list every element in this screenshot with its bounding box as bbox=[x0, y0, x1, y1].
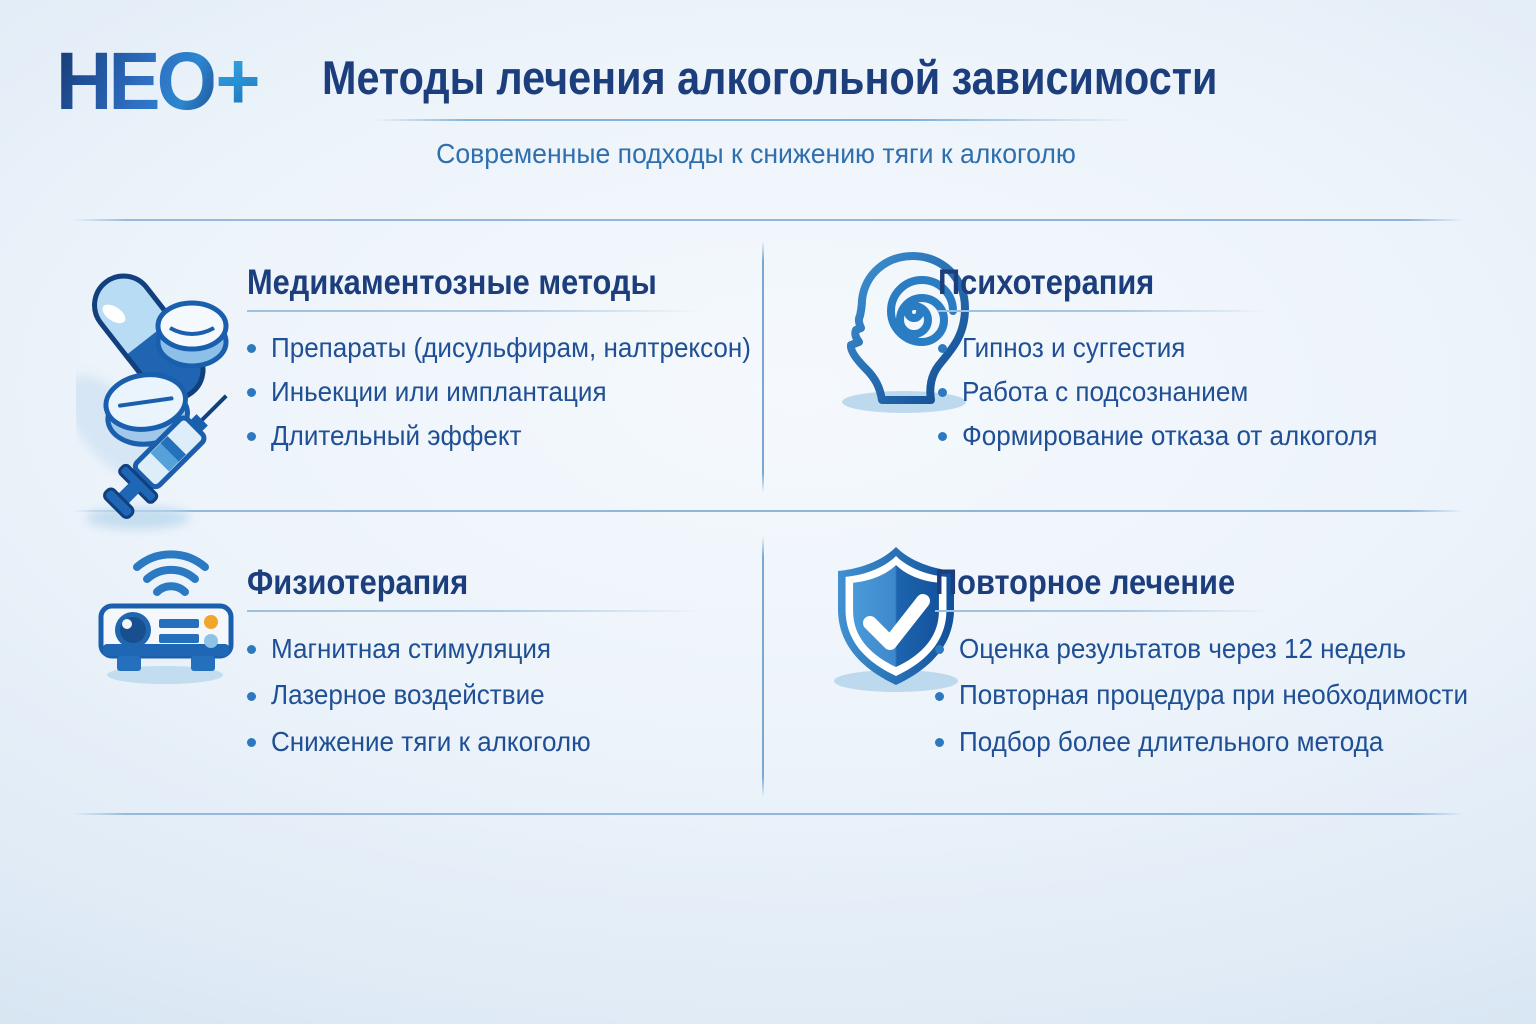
logo-plus-icon: + bbox=[215, 36, 258, 127]
bullet-list bbox=[247, 626, 702, 766]
bullet-dot bbox=[247, 692, 256, 701]
bullet-list bbox=[938, 326, 1409, 458]
bullet-text: Оценка результатов через 12 недель bbox=[959, 632, 1407, 664]
section-medication bbox=[72, 240, 762, 510]
horizontal-divider-top bbox=[72, 219, 1464, 221]
bullet-text: Гипноз и суггестия bbox=[962, 331, 1186, 363]
bullet-text: Магнитная стимуляция bbox=[271, 632, 552, 664]
pills-syringe-icon bbox=[76, 256, 238, 549]
bullet-dot bbox=[935, 645, 944, 654]
bullet-text: Длительный эффект bbox=[271, 419, 522, 451]
bullet-text: Повторная процедура при необходимости bbox=[959, 679, 1469, 711]
bullet-item bbox=[935, 719, 1506, 766]
section-title: Повторное лечение bbox=[935, 563, 1236, 602]
section-title: Психотерапия bbox=[938, 263, 1155, 302]
logo-text: НЕО bbox=[56, 36, 214, 127]
bullet-item bbox=[935, 626, 1506, 673]
neo-plus-logo bbox=[56, 36, 258, 127]
bullet-dot bbox=[935, 692, 944, 701]
bullet-item bbox=[938, 326, 1409, 370]
bullet-dot bbox=[247, 645, 256, 654]
page-title: Методы лечения алкогольной зависимости bbox=[322, 51, 1218, 104]
bullet-dot bbox=[938, 432, 947, 441]
bullet-dot bbox=[938, 388, 947, 397]
bullet-text: Иньекции или имплантация bbox=[271, 375, 607, 407]
bullet-list bbox=[935, 626, 1506, 766]
page-subtitle: Современные подходы к снижению тяги к алкоголю bbox=[436, 138, 1076, 169]
section-repeat-treatment bbox=[763, 535, 1469, 813]
section-title: Физиотерапия bbox=[247, 563, 469, 602]
section-physiotherapy bbox=[72, 535, 762, 813]
title-divider bbox=[375, 119, 1137, 121]
horizontal-divider-bottom bbox=[72, 813, 1464, 815]
bullet-item bbox=[247, 719, 702, 766]
bullet-text: Препараты (дисульфирам, налтрексон) bbox=[271, 331, 751, 363]
bullet-dot bbox=[247, 738, 256, 747]
bullet-dot bbox=[247, 388, 256, 397]
section-divider bbox=[247, 610, 702, 612]
bullet-item bbox=[247, 326, 787, 370]
bullet-item bbox=[938, 370, 1409, 414]
section-psychotherapy bbox=[763, 240, 1463, 510]
bullet-text: Формирование отказа от алкоголя bbox=[962, 419, 1378, 451]
physio-device-icon bbox=[93, 546, 243, 691]
bullet-item bbox=[247, 414, 787, 458]
section-title: Медикаментозные методы bbox=[247, 263, 657, 302]
bullet-text: Лазерное воздействие bbox=[271, 679, 545, 711]
section-divider bbox=[247, 310, 702, 312]
bullet-dot bbox=[938, 344, 947, 353]
bullet-text: Подбор более длительного метода bbox=[959, 725, 1384, 757]
bullet-dot bbox=[247, 344, 256, 353]
bullet-text: Снижение тяги к алкоголю bbox=[271, 725, 591, 757]
bullet-dot bbox=[247, 432, 256, 441]
bullet-item bbox=[938, 414, 1409, 458]
bullet-item bbox=[247, 672, 702, 719]
section-divider bbox=[935, 610, 1270, 612]
bullet-item bbox=[935, 672, 1506, 719]
bullet-text: Работа с подсознанием bbox=[962, 375, 1249, 407]
bullet-dot bbox=[935, 738, 944, 747]
bullet-item bbox=[247, 370, 787, 414]
section-divider bbox=[938, 310, 1268, 312]
bullet-item bbox=[247, 626, 702, 673]
bullet-list bbox=[247, 326, 787, 458]
horizontal-divider-middle bbox=[72, 510, 1464, 512]
